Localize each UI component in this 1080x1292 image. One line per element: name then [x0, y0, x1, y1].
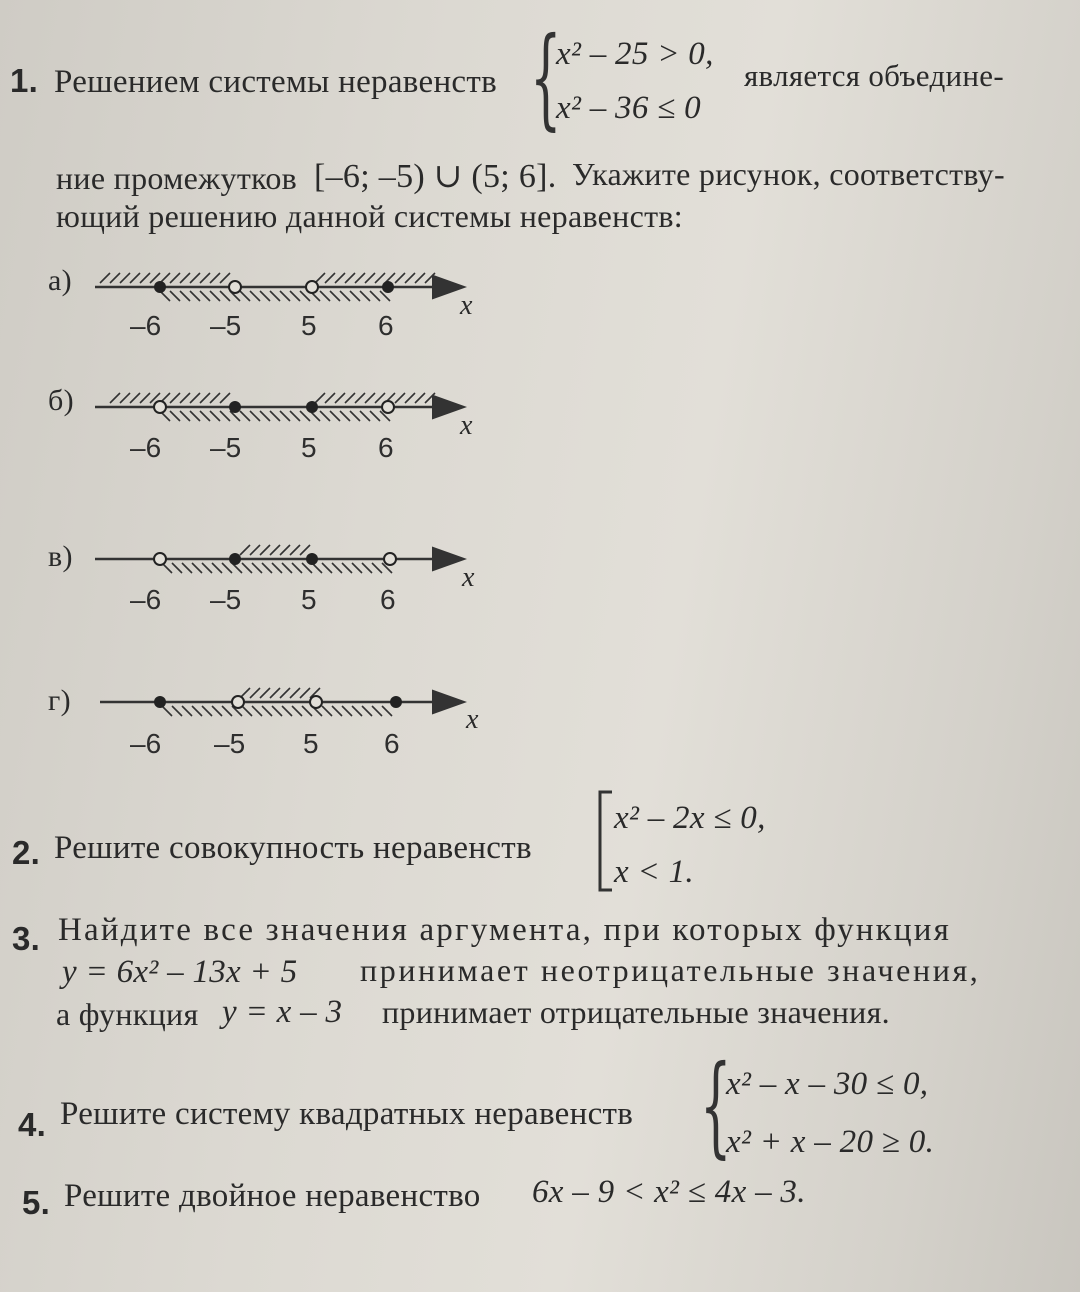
- point-filled: [306, 553, 318, 565]
- option-a-tick: –6: [130, 310, 162, 341]
- p4-line-1: x² – x – 30 ≤ 0,: [726, 1066, 929, 1102]
- option-a-number-line[interactable]: [95, 273, 462, 301]
- point-filled: [306, 401, 318, 413]
- problem-1-instruction: Укажите рисунок, соответству-: [572, 156, 1005, 192]
- option-b-tick: 6: [378, 432, 394, 463]
- p3-function-2: y = x – 3: [222, 994, 343, 1030]
- hatch-upper-right: [315, 393, 435, 403]
- option-d-tick: –6: [130, 728, 162, 759]
- point-open: [382, 401, 394, 413]
- p4-line-2: x² + x – 20 ≥ 0.: [726, 1124, 935, 1160]
- point-open: [384, 553, 396, 565]
- option-d-axis-label: x: [466, 704, 479, 735]
- point-filled: [154, 696, 166, 708]
- hatch-upper-left: [110, 393, 230, 403]
- p2-line-2: x < 1.: [614, 854, 694, 890]
- hatch-lower: [162, 563, 392, 573]
- hatch-upper-right: [315, 273, 435, 283]
- p1-system-line-2: x² – 36 ≤ 0: [556, 90, 701, 126]
- point-open: [154, 401, 166, 413]
- option-c-tick: –5: [210, 584, 242, 615]
- option-c-tick: 6: [380, 584, 396, 615]
- point-filled: [382, 281, 394, 293]
- p2-bracket: [600, 792, 612, 890]
- problem-3-line-2: принимает неотрицательные значения,: [360, 952, 981, 988]
- option-d-tick: –5: [214, 728, 246, 759]
- option-d-tick: 6: [384, 728, 400, 759]
- option-c-label[interactable]: в): [48, 540, 73, 573]
- problem-3-line-3b: принимает отрицательные значения.: [382, 994, 890, 1030]
- hatch-upper: [240, 545, 310, 555]
- option-b-axis-label: x: [460, 410, 473, 441]
- p1-system-line-1: x² – 25 > 0,: [556, 36, 714, 72]
- point-open: [154, 553, 166, 565]
- option-b-tick: –5: [210, 432, 242, 463]
- problem-4-number: 4.: [18, 1106, 47, 1143]
- point-open: [310, 696, 322, 708]
- problem-2-number: 2.: [12, 834, 41, 871]
- option-b-number-line[interactable]: [95, 393, 462, 421]
- problem-3-line-1: Найдите все значения аргумента, при которых функция: [58, 912, 952, 948]
- option-c-tick: 5: [301, 584, 317, 615]
- option-a-tick: –5: [210, 310, 242, 341]
- point-filled: [229, 553, 241, 565]
- p1-intervals: [–6; –5) ∪ (5; 6].: [314, 158, 557, 195]
- problem-1-continuation: является объедине-: [744, 58, 1004, 93]
- option-c-number-line[interactable]: [95, 545, 462, 573]
- hatch-lower: [162, 706, 392, 716]
- p4-system-brace: {: [700, 1041, 732, 1169]
- p2-line-1: x² – 2x ≤ 0,: [614, 800, 766, 836]
- option-b-tick: 5: [301, 432, 317, 463]
- option-a-tick: 5: [301, 310, 317, 341]
- hatch-lower: [160, 411, 390, 421]
- option-d-tick: 5: [303, 728, 319, 759]
- problem-1-number: 1.: [10, 62, 39, 99]
- hatch-upper: [240, 688, 320, 698]
- problem-5-text: Решите двойное неравенство: [64, 1178, 481, 1214]
- point-open: [229, 281, 241, 293]
- point-filled: [390, 696, 402, 708]
- option-b-tick: –6: [130, 432, 162, 463]
- p5-inequality: 6x – 9 < x² ≤ 4x – 3.: [532, 1174, 806, 1210]
- problem-2-text: Решите совокупность неравенств: [54, 830, 532, 866]
- hatch-upper-left: [100, 273, 230, 283]
- problem-5-number: 5.: [22, 1184, 51, 1221]
- system-brace: {: [530, 13, 562, 141]
- option-c-axis-label: x: [462, 562, 475, 593]
- option-d-label[interactable]: г): [48, 684, 71, 717]
- p3-function-1: y = 6x² – 13x + 5: [62, 954, 298, 990]
- problem-3-line-3a: а функция: [56, 996, 199, 1032]
- point-open: [306, 281, 318, 293]
- option-a-tick: 6: [378, 310, 394, 341]
- option-a-axis-label: x: [460, 290, 473, 321]
- problem-1-text-line-3: ющий решению данной системы неравенств:: [56, 198, 683, 234]
- option-c-tick: –6: [130, 584, 162, 615]
- option-a-label[interactable]: а): [48, 264, 72, 297]
- point-filled: [154, 281, 166, 293]
- point-filled: [229, 401, 241, 413]
- hatch-lower: [160, 291, 390, 301]
- point-open: [232, 696, 244, 708]
- option-b-label[interactable]: б): [48, 384, 74, 417]
- problem-1-text: Решением системы неравенств: [54, 64, 497, 100]
- problem-1-text-line-2: ние промежутков: [56, 160, 298, 196]
- problem-3-number: 3.: [12, 920, 41, 957]
- option-d-number-line[interactable]: [100, 688, 462, 716]
- problem-4-text: Решите систему квадратных неравенств: [60, 1096, 634, 1132]
